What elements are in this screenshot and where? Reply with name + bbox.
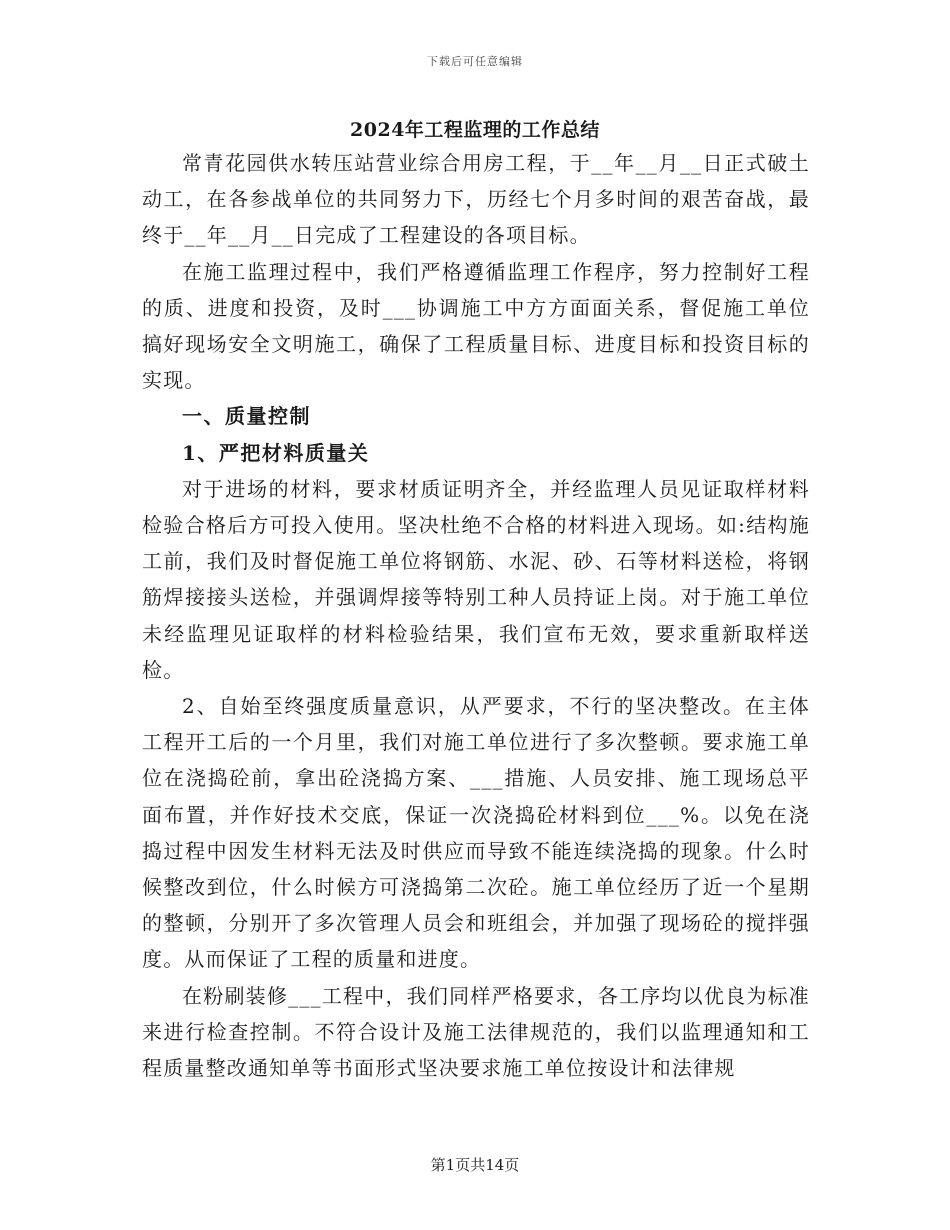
header-note: 下载后可任意编辑: [427, 55, 523, 68]
paragraph: 常青花园供水转压站营业综合用房工程，于__年__月__日正式破土动工，在各参战单位的共同努力下，历经七个月多时间的艰苦奋战，最终于__年__月__日完成了工程建设的各项目标。: [142, 151, 810, 248]
paragraph: 对于进场的材料，要求材质证明齐全，并经监理人员见证取样材料检验合格后方可投入使用。坚决杜绝不合格的材料进入现场。如:结构施工前，我们及时督促施工单位将钢筋、水泥、砂、石等材料送检，将钢筋焊接接头送检，并强调焊接等特别工种人员持证上岗。对于施工单位未经监理见证取样的材料检验结果，我们宣布无效，要求重新取样送检。: [142, 476, 810, 682]
subsection-heading: 1、严把材料质量关: [182, 440, 370, 465]
paragraph: 在施工监理过程中，我们严格遵循监理工作程序，努力控制好工程的质、进度和投资，及时___协调施工中方方面面关系，督促施工单位搞好现场安全文明施工，确保了工程质量目标、进度目标和投资目标的实现。: [142, 259, 810, 393]
paragraph: 2、自始至终强度质量意识，从严要求，不行的坚决整改。在主体工程开工后的一个月里，我们对施工单位进行了多次整顿。要求施工单位在浇捣砼前，拿出砼浇捣方案、___措施、人员安排、施工现场总平面布置，并作好技术交底，保证一次浇捣砼材料到位___%。以免在浇捣过程中因发生材料无法及时供应而导致不能连续浇捣的现象。什么时候整改到位，什么时候方可浇捣第二次砼。施工单位经历了近一个星期的整顿，分别开了多次管理人员会和班组会，并加强了现场砼的搅拌强度。从而保证了工程的质量和进度。: [142, 694, 810, 972]
document-body: [142, 145, 810, 1086]
section-heading: 一、质量控制: [182, 404, 311, 429]
page-number-footer: 第1页共14页: [430, 1156, 520, 1174]
document-title: 2024年工程监理的工作总结: [350, 119, 600, 141]
paragraph: 在粉刷装修___工程中，我们同样严格要求，各工序均以优良为标准来进行检查控制。不符合设计及施工法律规范的，我们以监理通知和工程质量整改通知单等书面形式坚决要求施工单位按设计和法律规: [142, 983, 810, 1081]
